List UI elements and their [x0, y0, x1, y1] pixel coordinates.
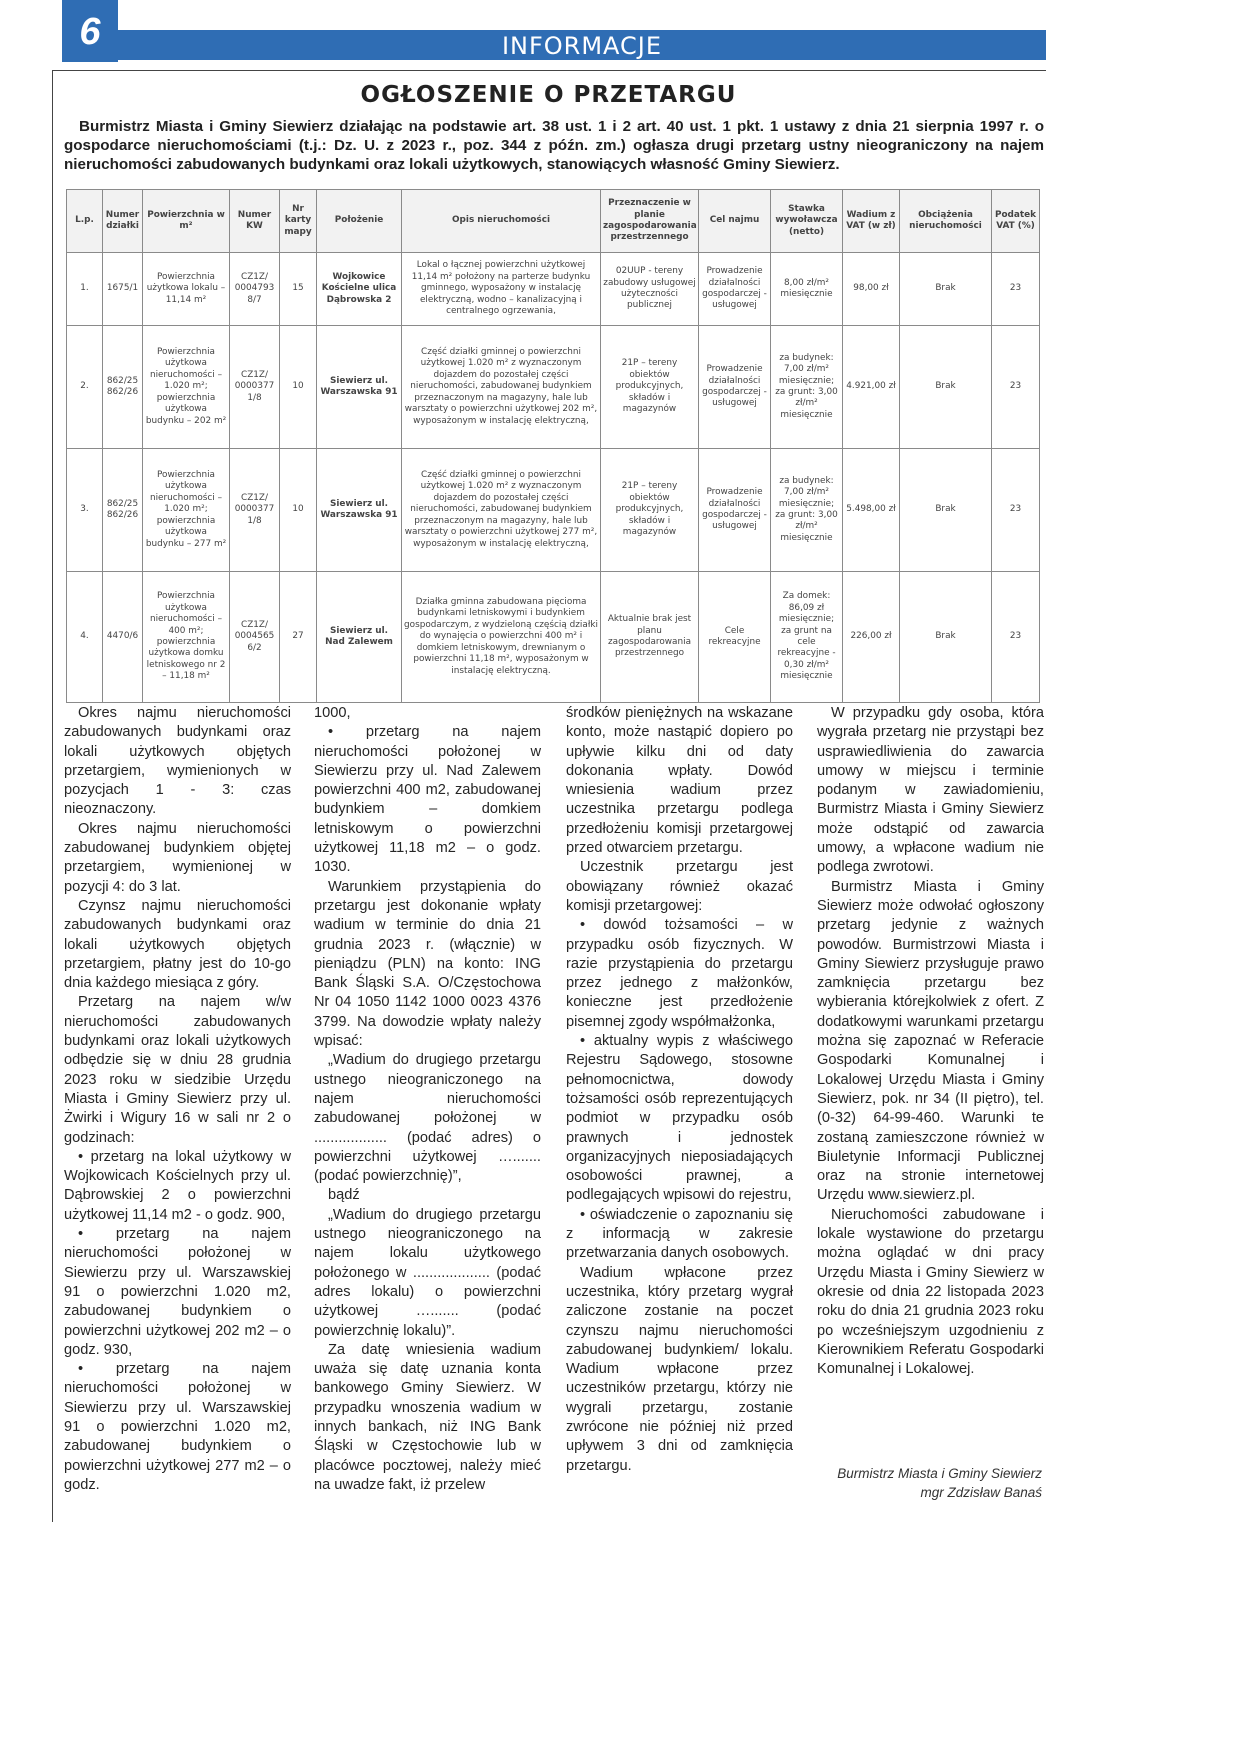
paragraph: Okres najmu nieruchomości zabudowanej budynkiem objętej przetargiem, wymienionej w pozycji 4: do 3 lat.	[64, 820, 291, 895]
header-vat: Podatek VAT (%)	[992, 190, 1040, 253]
cell-zoning: 02UUP - tereny zabudowy usługowej użyteczności publicznej	[601, 253, 699, 326]
announcement-title: OGŁOSZENIE O PRZETARGU	[360, 82, 737, 108]
paragraph: bądź	[328, 1187, 360, 1204]
header-deposit: Wadium z VAT (w zł)	[843, 190, 900, 253]
paragraph: Okres najmu nieruchomości zabudowanych budynkami oraz lokali użytkowych objętych przetargiem, wymienionych w pozycjach 1 - 3: czas nieoznaczony.	[64, 705, 291, 818]
cell-starting-rate: 8,00 zł/m² miesięcznie	[771, 253, 843, 326]
cell-area: Powierzchnia użytkowa nieruchomości – 1.020 m²; powierzchnia użytkowa budynku – 277 m²	[143, 449, 230, 572]
bullet-item: • oświadczenie o zapoznaniu się z informacją w zakresie przetwarzania danych osobowych.	[566, 1206, 793, 1262]
cell-plot-number: 862/25 862/26	[103, 326, 143, 449]
paragraph: Wadium wpłacone przez uczestnika, który przetarg wygrał zaliczone zostanie na poczet czynszu najmu nieruchomości zabudowanej budynkiem/ lokalu. Wadium wpłacone przez uczestników przetargu, którzy nie wygrali przetargu, zostanie zwrócone nie później niż przed upływem 3 dni od zamknięcia przetargu.	[566, 1264, 793, 1474]
cell-description: Działka gminna zabudowana pięcioma budynkami letniskowymi i budynkiem gospodarczym, z wydzieloną częścią działki do wynajęcia o powierzchni 400 m² i domkiem letniskowym, drewnianym o powierzchni 11,18 m², wyposażonym w instalację elektryczną.	[402, 572, 601, 703]
cell-plot-number: 4470/6	[103, 572, 143, 703]
header-encumbrances: Obciążenia nieruchomości	[900, 190, 992, 253]
header-kw-number: Numer KW	[230, 190, 280, 253]
header-lp: L.p.	[67, 190, 103, 253]
text-column-1	[64, 704, 291, 1495]
paragraph: „Wadium do drugiego przetargu ustnego nieograniczonego na najem lokalu użytkowego położonego w ................... (podać adres lokalu) o powierzchni użytkowej …....... (podać powierzchnię lokalu)”.	[314, 1206, 541, 1339]
cell-location: Siewierz ul. Warszawska 91	[317, 326, 402, 449]
cell-purpose: Prowadzenie działalności gospodarczej - usługowej	[699, 326, 771, 449]
cell-deposit: 5.498,00 zł	[843, 449, 900, 572]
header-area: Powierzchnia w m²	[143, 190, 230, 253]
cell-zoning: 21P – tereny obiektów produkcyjnych, składów i magazynów	[601, 449, 699, 572]
cell-map-sheet: 15	[280, 253, 317, 326]
signature-name: mgr Zdzisław Banaś	[920, 1485, 1042, 1500]
bullet-item: • przetarg na najem nieruchomości położonej w Siewierzu przy ul. Warszawskiej 91 o powierzchni 1.020 m2, zabudowanej budynkiem o powierzchni użytkowej 277 m2 – o godz.	[64, 1361, 291, 1493]
cell-kw-number: CZ1Z/ 0004793 8/7	[230, 253, 280, 326]
header-zoning: Przeznaczenie w planie zagospodarowania przestrzennego	[601, 190, 699, 253]
bullet-item: • dowód tożsamości – w przypadku osób fizycznych. W razie przystąpienia do przetargu przez jednego z małżonków, konieczne jest przedłożenie pisemnej zgody współmałżonka,	[566, 917, 793, 1030]
header-starting-rate: Stawka wywoławcza (netto)	[771, 190, 843, 253]
cell-area: Powierzchnia użytkowa nieruchomości – 1.020 m²; powierzchnia użytkowa budynku – 202 m²	[143, 326, 230, 449]
cell-encumbrances: Brak	[900, 326, 992, 449]
cell-purpose: Cele rekreacyjne	[699, 572, 771, 703]
page-number: 6	[62, 0, 118, 62]
cell-lp: 1.	[67, 253, 103, 326]
cell-location: Siewierz ul. Warszawska 91	[317, 449, 402, 572]
paragraph: W przypadku gdy osoba, która wygrała przetarg nie przystąpi bez usprawiedliwienia do zawarcia umowy w miejscu i terminie podanym w zawiadomieniu, Burmistrz Miasta i Gminy Siewierz może odstąpić od zawarcia umowy, a wpłacone wadium nie podlega zwrotowi.	[817, 705, 1044, 876]
header-plot-number: Numer działki	[103, 190, 143, 253]
cell-vat: 23	[992, 253, 1040, 326]
section-header: INFORMACJE	[118, 30, 1046, 60]
cell-deposit: 98,00 zł	[843, 253, 900, 326]
cell-starting-rate: Za domek: 86,09 zł miesięcznie; za grunt na cele rekreacyjne - 0,30 zł/m² miesięcznie	[771, 572, 843, 703]
cell-description: Lokal o łącznej powierzchni użytkowej 11,14 m² położony na parterze budynku gminnego, wyposażony w instalację elektryczną, wodno – kanalizacyjną i centralnego ogrzewania,	[402, 253, 601, 326]
table-row	[67, 253, 1040, 326]
table-row	[67, 326, 1040, 449]
cell-area: Powierzchnia użytkowa nieruchomości – 400 m²; powierzchnia użytkowa domku letniskowego nr 2 – 11,18 m²	[143, 572, 230, 703]
bullet-item: • przetarg na najem nieruchomości położonej w Siewierzu przy ul. Nad Zalewem powierzchni 400 m2, zabudowanej budynkiem – domkiem letniskowym o powierzchni użytkowej 11,18 m2 – o godz. 1030.	[314, 724, 541, 876]
cell-deposit: 4.921,00 zł	[843, 326, 900, 449]
paragraph: Za datę wniesienia wadium uważa się datę uznania konta bankowego Gminy Siewierz. W przypadku wnoszenia wadium w innych bankach, niż ING Bank Śląski w Częstochowie lub w placówce pocztowej, należy mieć na uwadze fakt, iż przelew	[314, 1341, 541, 1493]
header-location: Położenie	[317, 190, 402, 253]
cell-location: Wojkowice Kościelne ulica Dąbrowska 2	[317, 253, 402, 326]
cell-vat: 23	[992, 449, 1040, 572]
cell-vat: 23	[992, 572, 1040, 703]
cell-deposit: 226,00 zł	[843, 572, 900, 703]
table-header-row	[67, 190, 1040, 253]
bullet-item: • aktualny wypis z właściwego Rejestru Sądowego, stosowne pełnomocnictwa, dowody tożsamości osób reprezentujących podmiot w przypadku osób prawnych i jednostek organizacyjnych nieposiadających osobowości prawnej, a podlegających wpisowi do rejestru,	[566, 1033, 793, 1204]
cell-lp: 2.	[67, 326, 103, 449]
cell-map-sheet: 27	[280, 572, 317, 703]
header-description: Opis nieruchomości	[402, 190, 601, 253]
paragraph: środków pieniężnych na wskazane konto, może nastąpić dopiero po upływie kilku dni od daty dokonania wpłaty. Dowód wniesienia wadium przez uczestnika przetargu podlega przedłożeniu komisji przetargowej przed otwarciem przetargu.	[566, 705, 793, 857]
cell-encumbrances: Brak	[900, 572, 992, 703]
cell-kw-number: CZ1Z/ 0000377 1/8	[230, 449, 280, 572]
cell-starting-rate: za budynek: 7,00 zł/m² miesięcznie; za grunt: 3,00 zł/m² miesięcznie	[771, 326, 843, 449]
cell-lp: 3.	[67, 449, 103, 572]
cell-starting-rate: za budynek: 7,00 zł/m² miesięcznie; za grunt: 3,00 zł/m² miesięcznie	[771, 449, 843, 572]
cell-vat: 23	[992, 326, 1040, 449]
text-column-4	[817, 704, 1044, 1379]
cell-purpose: Prowadzenie działalności gospodarczej - usługowej	[699, 253, 771, 326]
frame-left-rule	[52, 70, 53, 1522]
cell-location: Siewierz ul. Nad Zalewem	[317, 572, 402, 703]
paragraph: Czynsz najmu nieruchomości zabudowanych budynkami oraz lokali użytkowych objętych przetargiem, płatny jest do 10-go dnia każdego miesiąca z góry.	[64, 897, 291, 992]
cell-encumbrances: Brak	[900, 449, 992, 572]
bullet-item: • przetarg na najem nieruchomości położonej w Siewierzu przy ul. Warszawskiej 91 o powierzchni 1.020 m2, zabudowanej budynkiem o powierzchni użytkowej 202 m2 – o godz. 930,	[64, 1226, 291, 1358]
paragraph: „Wadium do drugiego przetargu ustnego nieograniczonego na najem nieruchomości zabudowanej położonej w .................. (podać adres) o powierzchni użytkowej …....... (podać powierzchnię)”,	[314, 1052, 541, 1185]
cell-plot-number: 1675/1	[103, 253, 143, 326]
paragraph: 1000,	[314, 705, 351, 721]
cell-kw-number: CZ1Z/ 0000377 1/8	[230, 326, 280, 449]
cell-map-sheet: 10	[280, 326, 317, 449]
announcement-intro: Burmistrz Miasta i Gminy Siewierz działając na podstawie art. 38 ust. 1 i 2 art. 40 ust. 1 pkt. 1 ustawy z dnia 21 sierpnia 1997 r. o gospodarce nieruchomościami (t.j.: Dz. U. z 2023 r., poz. 344 z późn. zm.) ogłasza drugi przetarg ustny nieograniczony na najem nieruchomości zabudowanych budynkami oraz lokali użytkowych, stanowiących własność Gminy Siewierz.	[64, 118, 1044, 173]
cell-lp: 4.	[67, 572, 103, 703]
table-row	[67, 449, 1040, 572]
cell-map-sheet: 10	[280, 449, 317, 572]
header-map-sheet: Nr karty mapy	[280, 190, 317, 253]
header-purpose: Cel najmu	[699, 190, 771, 253]
signature-title: Burmistrz Miasta i Gminy Siewierz	[837, 1466, 1042, 1481]
cell-area: Powierzchnia użytkowa lokalu – 11,14 m²	[143, 253, 230, 326]
paragraph: Nieruchomości zabudowane i lokale wystawione do przetargu można oglądać w dni pracy Urzędu Miasta i Gminy Siewierz w okresie od dnia 22 listopada 2023 roku do dnia 21 grudnia 2023 roku po wcześniejszym uzgodnieniu z Kierownikiem Referatu Gospodarki Komunalnej i Lokalowej.	[817, 1206, 1044, 1378]
bullet-item: • przetarg na lokal użytkowy w Wojkowicach Kościelnych przy ul. Dąbrowskiej 2 o powierzchni użytkowej 11,14 m2 - o godz. 900,	[64, 1148, 291, 1223]
frame-top-rule	[52, 70, 1046, 71]
cell-purpose: Prowadzenie działalności gospodarczej - usługowej	[699, 449, 771, 572]
paragraph: Burmistrz Miasta i Gminy Siewierz może odwołać ogłoszony przetarg jedynie z ważnych powodów. Burmistrzowi Miasta i Gminy Siewierz przysługuje prawo zamknięcia przetargu bez wybierania którejkolwiek z ofert. Z dodatkowymi warunkami przetargu można się zapoznać w Referacie Gospodarki Komunalnej i Lokalowej Urzędu Miasta i Gminy Siewierz, pok. nr 34 (II piętro), tel. (0-32) 64-99-460. Warunki te zostaną zamieszczone również w Biuletynie Informacji Publicznej oraz na stronie internetowej Urzędu www.siewierz.pl.	[817, 878, 1044, 1204]
cell-kw-number: CZ1Z/ 0004565 6/2	[230, 572, 280, 703]
cell-plot-number: 862/25 862/26	[103, 449, 143, 572]
cell-zoning: 21P – tereny obiektów produkcyjnych, składów i magazynów	[601, 326, 699, 449]
text-column-2	[314, 704, 541, 1495]
paragraph: Uczestnik przetargu jest obowiązany również okazać komisji przetargowej:	[566, 859, 793, 914]
text-column-3	[566, 704, 793, 1476]
cell-zoning: Aktualnie brak jest planu zagospodarowania przestrzennego	[601, 572, 699, 703]
cell-description: Część działki gminnej o powierzchni użytkowej 1.020 m² z wyznaczonym dojazdem do pozostałej części nieruchomości, zabudowanej budynkiem przeznaczonym na magazyny, hale lub warsztaty o powierzchni użytkowej 277 m², wyposażonym w instalację elektryczną,	[402, 449, 601, 572]
table-row	[67, 572, 1040, 703]
cell-description: Część działki gminnej o powierzchni użytkowej 1.020 m² z wyznaczonym dojazdem do pozostałej części nieruchomości, zabudowanej budynkiem przeznaczonym na magazyny, hale lub warsztaty o powierzchni użytkowej 202 m², wyposażonym w instalację elektryczną,	[402, 326, 601, 449]
paragraph: Przetarg na najem w/w nieruchomości zabudowanych budynkami oraz lokali użytkowych odbędzie się w dniu 28 grudnia 2023 roku w siedzibie Urzędu Miasta i Gminy Siewierz przy ul. Żwirki i Wigury 16 w sali nr 2 o godzinach:	[64, 994, 291, 1146]
property-table	[66, 189, 1040, 703]
paragraph: Warunkiem przystąpienia do przetargu jest dokonanie wpłaty wadium w terminie do dnia 21 grudnia 2023 r. (włącznie) w pieniądzu (PLN) na konto: ING Bank Śląski S.A. O/Częstochowa Nr 04 1050 1142 1000 0023 4376 3799. Na dowodzie wpłaty należy wpisać:	[314, 878, 541, 1050]
cell-encumbrances: Brak	[900, 253, 992, 326]
